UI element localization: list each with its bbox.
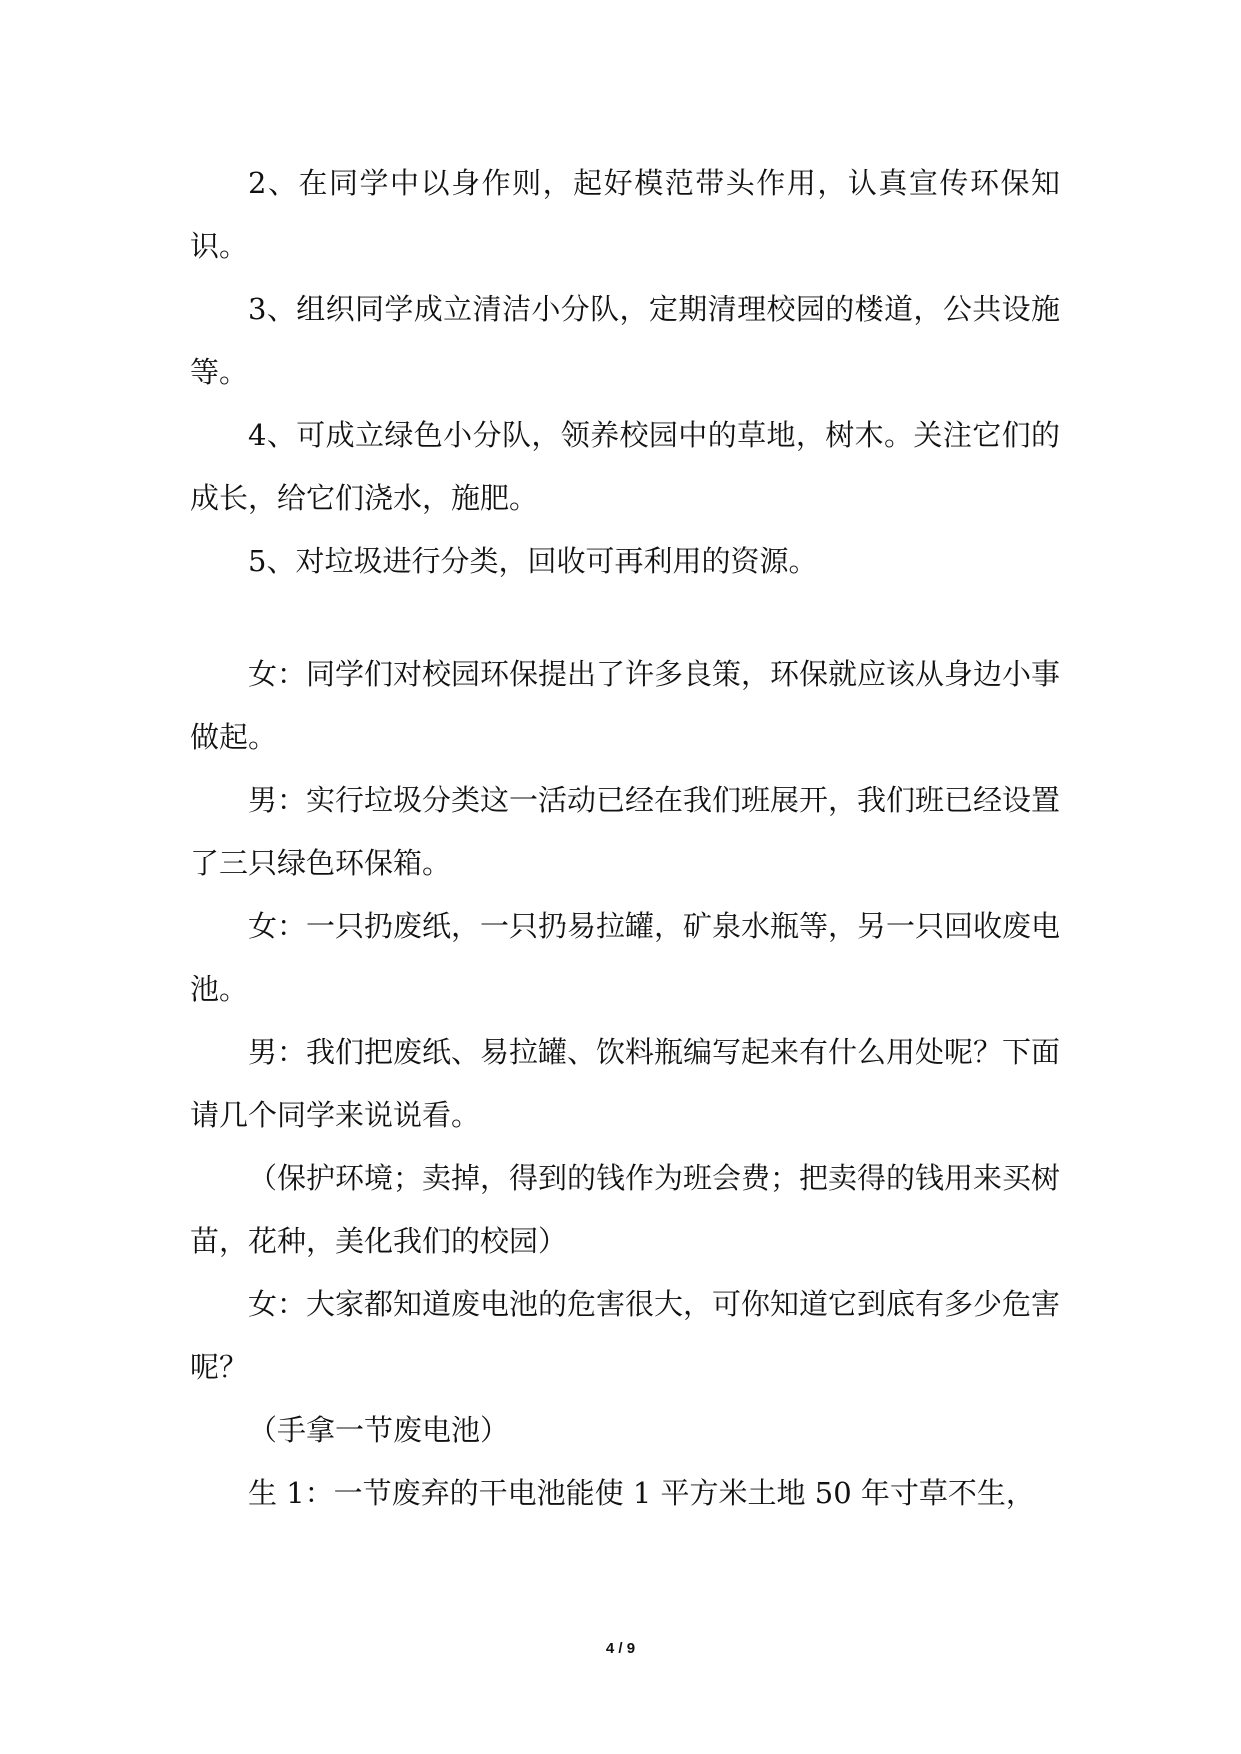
page-number: 4 / 9	[605, 1640, 636, 1657]
paragraph: 女：同学们对校园环保提出了许多良策，环保就应该从身边小事做起。	[190, 657, 1061, 754]
paragraph: 女：一只扔废纸，一只扔易拉罐，矿泉水瓶等，另一只回收废电池。	[190, 909, 1061, 1006]
paragraph-spacer	[190, 593, 1060, 643]
paragraph: 5、对垃圾进行分类，回收可再利用的资源。	[248, 544, 818, 578]
paragraph: 女：大家都知道废电池的危害很大，可你知道它到底有多少危害呢？	[190, 1287, 1061, 1384]
paragraph: 男：我们把废纸、易拉罐、饮料瓶编写起来有什么用处呢？下面请几个同学来说说看。	[190, 1035, 1061, 1132]
paragraph: 4、可成立绿色小分队，领养校园中的草地，树木。关注它们的成长，给它们浇水，施肥。	[190, 418, 1060, 515]
paragraph: 2、在同学中以身作则，起好模范带头作用，认真宣传环保知识。	[190, 166, 1060, 263]
document-body	[190, 152, 1060, 1525]
paragraph: （保护环境；卖掉，得到的钱作为班会费；把卖得的钱用来买树苗，花种，美化我们的校园）	[190, 1161, 1061, 1258]
paragraph: 3、组织同学成立清洁小分队，定期清理校园的楼道，公共设施等。	[190, 292, 1060, 389]
paragraph: 生 1：一节废弃的干电池能使 1 平方米土地 50 年寸草不生，	[248, 1476, 1035, 1510]
paragraph: 男：实行垃圾分类这一活动已经在我们班展开，我们班已经设置了三只绿色环保箱。	[190, 783, 1061, 880]
paragraph: （手拿一节废电池）	[248, 1413, 510, 1447]
